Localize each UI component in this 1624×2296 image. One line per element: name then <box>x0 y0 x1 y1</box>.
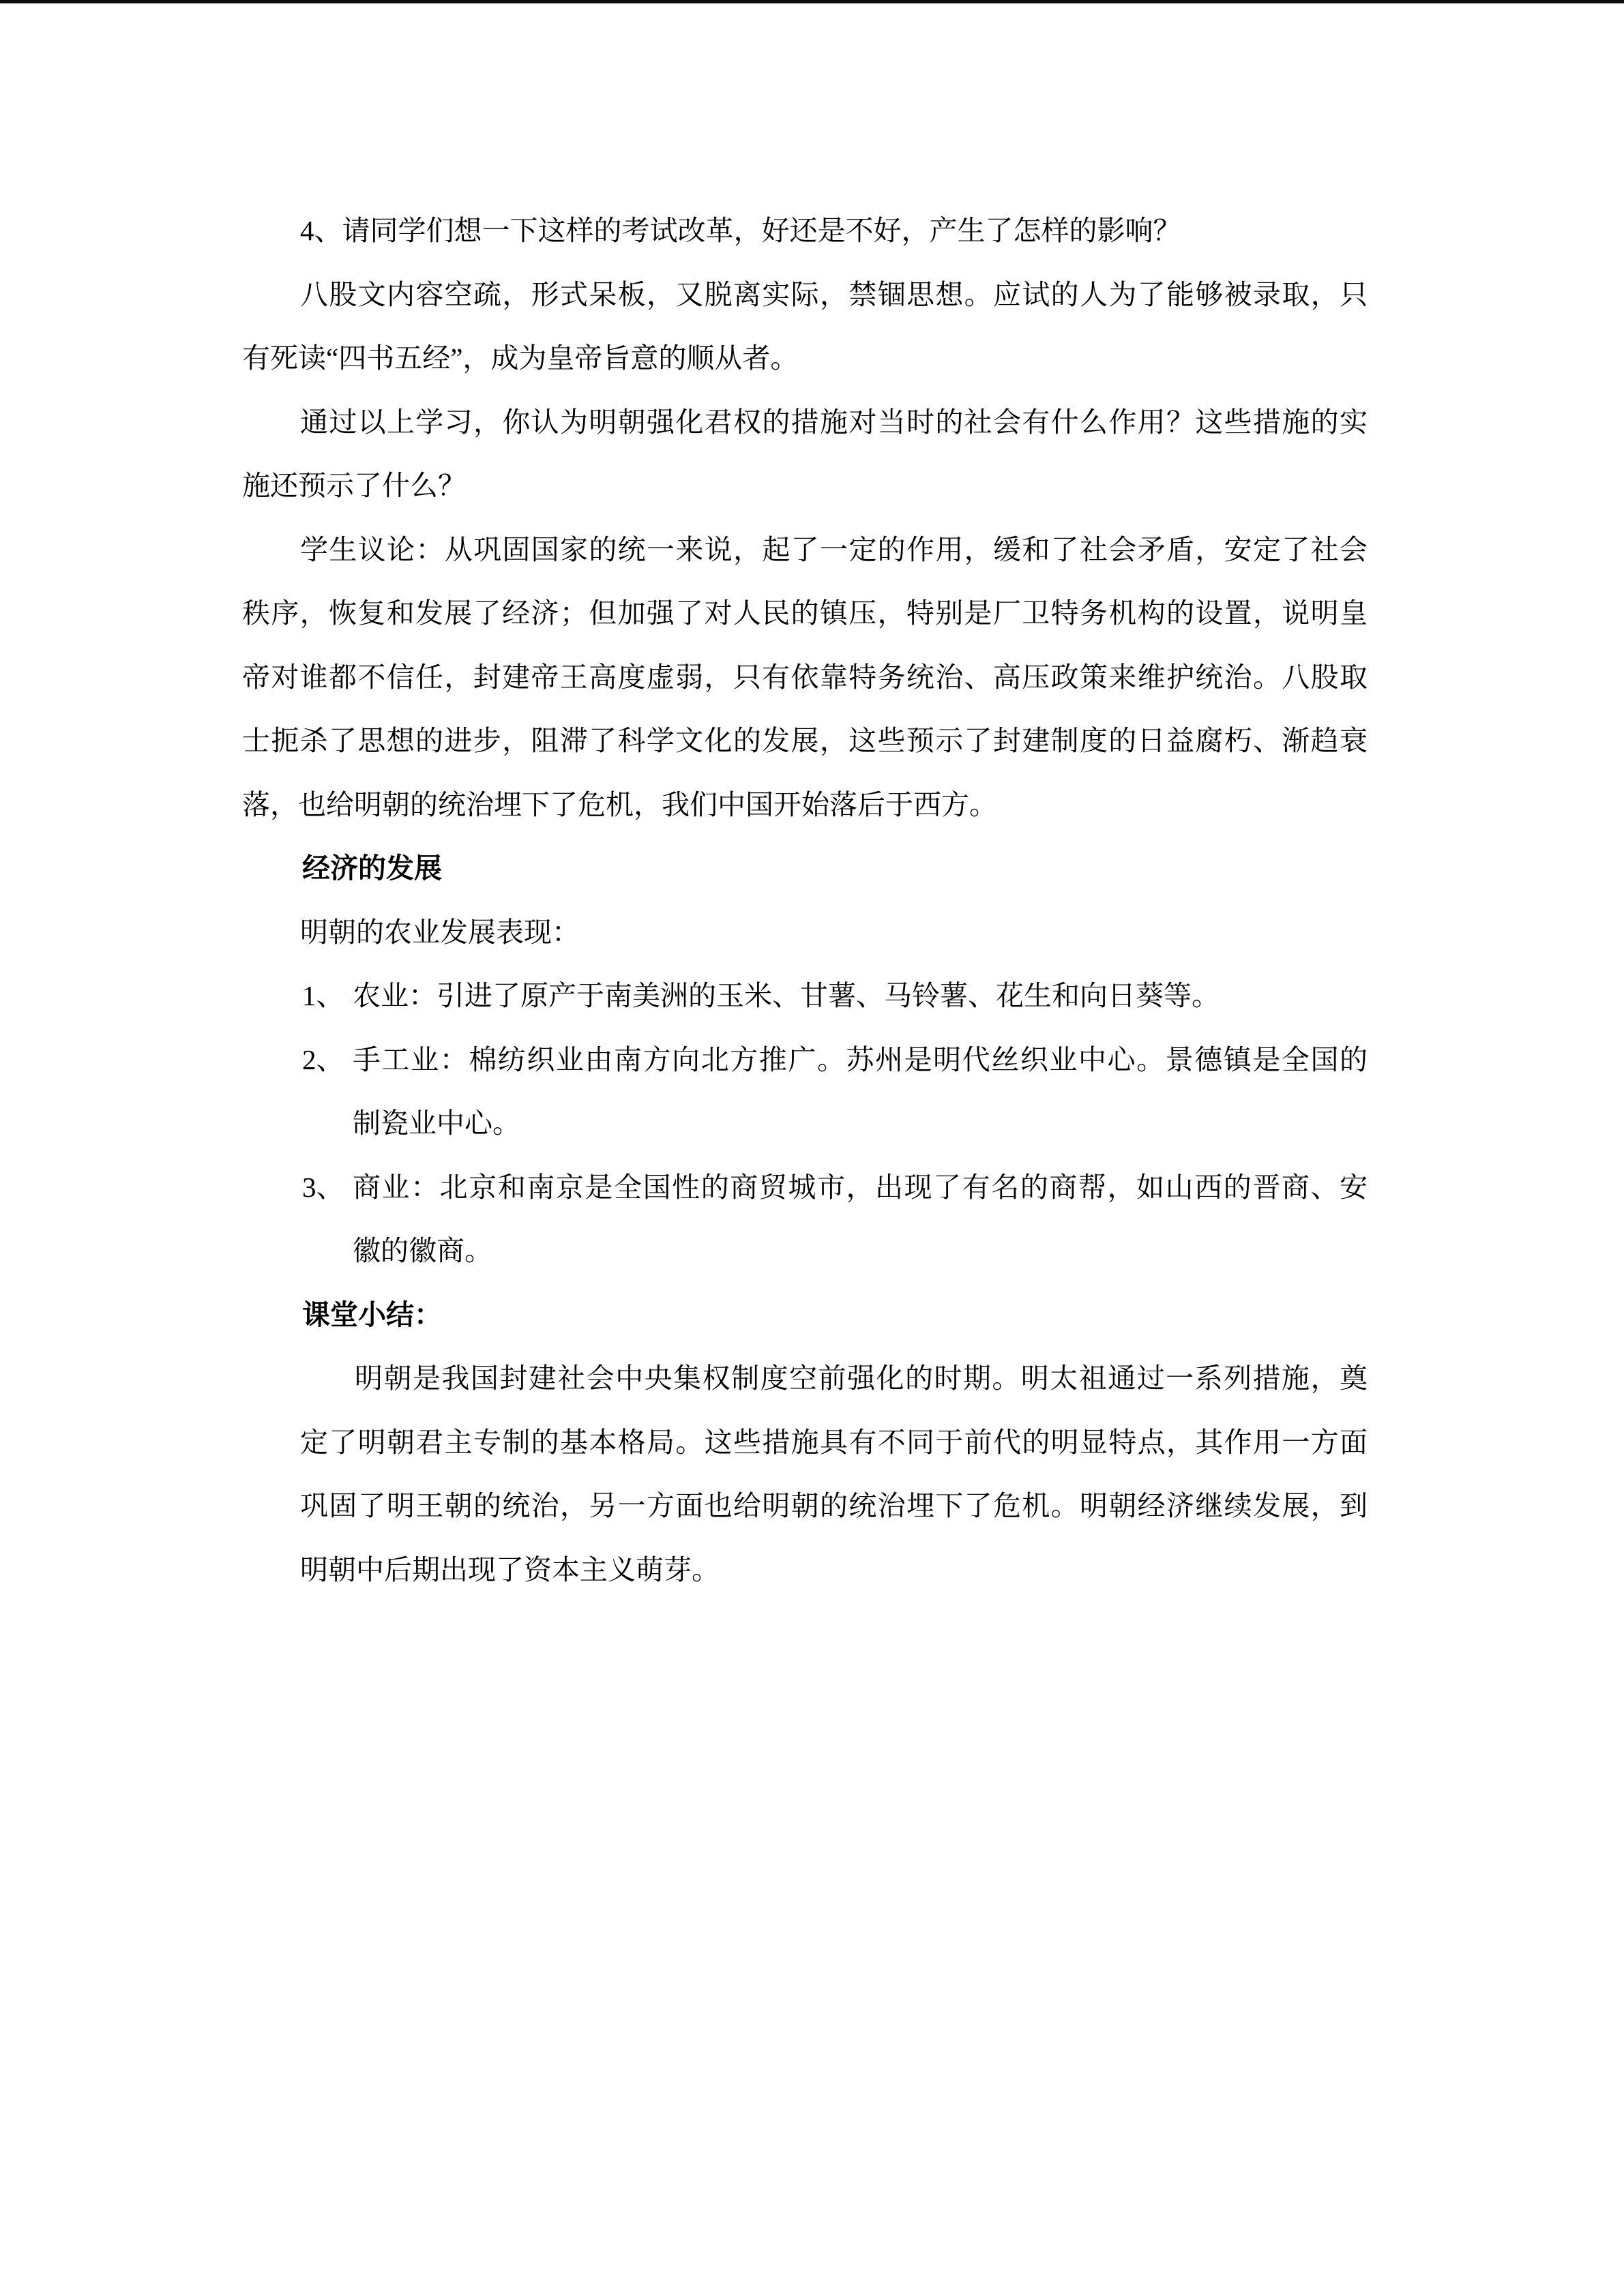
text-line: 定了明朝君主专制的基本格局。这些措施具有不同于前代的明显特点，其作用一方面 <box>300 1426 1368 1458</box>
text-line <box>302 1028 1368 1092</box>
text-line <box>302 964 1368 1028</box>
list-number: 2、 <box>302 1043 344 1075</box>
list-number: 1、 <box>302 980 344 1011</box>
text-line: 士扼杀了思想的进步，阻滞了科学文化的发展，这些预示了封建制度的日益腐朽、渐趋衰 <box>242 725 1368 756</box>
top-border <box>0 0 1624 3</box>
text-line: 巩固了明王朝的统治，另一方面也给明朝的统治埋下了危机。明朝经济继续发展，到 <box>300 1490 1368 1521</box>
text-line: 有死读“四书五经”，成为皇帝旨意的顺从者。 <box>242 342 799 374</box>
text-line <box>302 1156 1368 1220</box>
text-line: 落，也给明朝的统治埋下了危机，我们中国开始落后于西方。 <box>242 788 997 820</box>
list-text: 商业：北京和南京是全国性的商贸城市，出现了有名的商帮，如山西的晋商、安 <box>353 1171 1368 1203</box>
section-heading: 经济的发展 <box>302 852 442 884</box>
text-line: 徽的徽商。 <box>353 1235 492 1266</box>
text-line: 学生议论：从巩固国家的统一来说，起了一定的作用，缓和了社会矛盾，安定了社会 <box>300 533 1368 565</box>
list-text: 手工业：棉纺织业由南方向北方推广。苏州是明代丝织业中心。景德镇是全国的 <box>353 1043 1368 1075</box>
text-line: 4、请同学们想一下这样的考试改革，好还是不好，产生了怎样的影响？ <box>300 215 1181 246</box>
text-line: 明朝中后期出现了资本主义萌芽。 <box>300 1553 720 1585</box>
text-line: 帝对谁都不信任，封建帝王高度虚弱，只有依靠特务统治、高压政策来维护统治。八股取 <box>242 661 1368 693</box>
text-line: 通过以上学习，你认为明朝强化君权的措施对当时的社会有什么作用？这些措施的实 <box>300 406 1368 438</box>
text-line: 制瓷业中心。 <box>353 1107 520 1139</box>
list-number: 3、 <box>302 1171 344 1203</box>
text-line: 施还预示了什么？ <box>242 470 466 501</box>
text-line: 明朝的农业发展表现： <box>300 916 580 948</box>
text-line: 八股文内容空疏，形式呆板，又脱离实际，禁锢思想。应试的人为了能够被录取，只 <box>300 278 1368 310</box>
section-heading: 课堂小结： <box>302 1298 442 1330</box>
text-line: 明朝是我国封建社会中央集权制度空前强化的时期。明太祖通过一系列措施，奠 <box>355 1362 1368 1394</box>
document-text-block <box>242 199 1368 1602</box>
list-text: 农业：引进了原产于南美洲的玉米、甘薯、马铃薯、花生和向日葵等。 <box>353 980 1220 1011</box>
text-line: 秩序，恢复和发展了经济；但加强了对人民的镇压，特别是厂卫特务机构的设置，说明皇 <box>242 597 1368 629</box>
